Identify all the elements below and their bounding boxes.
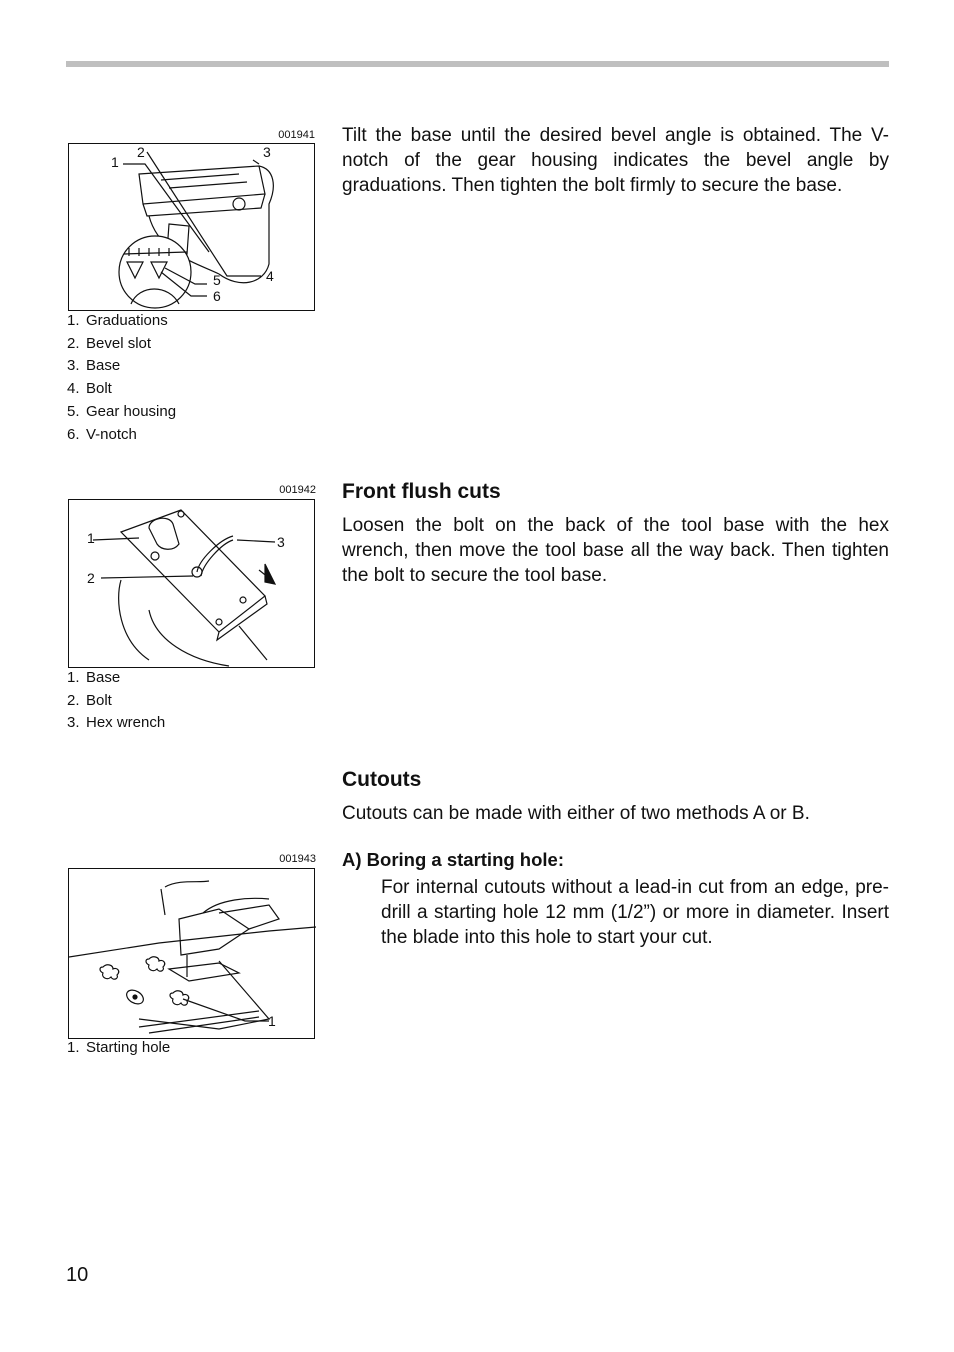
callout-4: 4 bbox=[266, 268, 274, 284]
figure-id-001942: 001942 bbox=[279, 484, 316, 496]
legend-item: 3. Base bbox=[67, 357, 121, 375]
callout-1: 1 bbox=[111, 154, 119, 170]
legend-figure-1 bbox=[67, 310, 176, 446]
page-number: 10 bbox=[66, 1264, 89, 1286]
legend-item: 5. Gear housing bbox=[67, 402, 177, 420]
legend-item: 1. Starting hole bbox=[67, 1039, 171, 1056]
figure-id-001943: 001943 bbox=[279, 853, 316, 865]
figure-starting-hole bbox=[68, 868, 315, 1039]
legend-item: 6. V-notch bbox=[67, 425, 137, 443]
callout-5: 5 bbox=[213, 272, 221, 288]
front-flush-illustration bbox=[69, 500, 316, 669]
figure-id-001941: 001941 bbox=[278, 129, 315, 141]
legend-figure-2 bbox=[67, 667, 165, 735]
top-rule bbox=[66, 61, 889, 67]
legend-item: 2. Bolt bbox=[67, 691, 112, 709]
figure-bevel-adjustment bbox=[68, 143, 315, 311]
callout-2: 2 bbox=[87, 570, 95, 586]
bevel-illustration bbox=[69, 144, 316, 312]
callout-1: 1 bbox=[87, 530, 95, 546]
legend-figure-3 bbox=[67, 1037, 170, 1060]
section-heading-front-flush: Front flush cuts bbox=[342, 480, 501, 503]
cutouts-intro: Cutouts can be made with either of two methods A or B. bbox=[342, 803, 810, 824]
boring-hole-instructions: For internal cutouts without a lead-in cut from an edge, pre-drill a starting hole 12 mm (1/2”) or more in diameter. Insert the blade into this hole to start your cut. bbox=[381, 877, 889, 948]
legend-item: 1. Graduations bbox=[67, 312, 168, 329]
figure-front-flush bbox=[68, 499, 315, 668]
bevel-instructions: Tilt the base until the desired bevel angle is obtained. The V-notch of the gear housing indicates the bevel angle by graduations. Then tighten the bolt firmly to secure the base. bbox=[342, 125, 889, 196]
callout-6: 6 bbox=[213, 288, 221, 304]
legend-item: 3. Hex wrench bbox=[67, 714, 166, 732]
subheading-boring-hole: A) Boring a starting hole: bbox=[342, 849, 564, 870]
callout-2: 2 bbox=[137, 144, 145, 160]
section-heading-cutouts: Cutouts bbox=[342, 768, 422, 791]
callout-1: 1 bbox=[268, 1013, 276, 1029]
starting-hole-illustration bbox=[69, 869, 316, 1040]
front-flush-instructions: Loosen the bolt on the back of the tool base with the hex wrench, then move the tool base all the way back. Then tighten the bolt to secure the tool base. bbox=[342, 515, 889, 586]
legend-item: 2. Bevel slot bbox=[67, 334, 152, 352]
legend-item: 1. Base bbox=[67, 669, 121, 686]
callout-3: 3 bbox=[277, 534, 285, 550]
legend-item: 4. Bolt bbox=[67, 380, 112, 398]
callout-3: 3 bbox=[263, 144, 271, 160]
